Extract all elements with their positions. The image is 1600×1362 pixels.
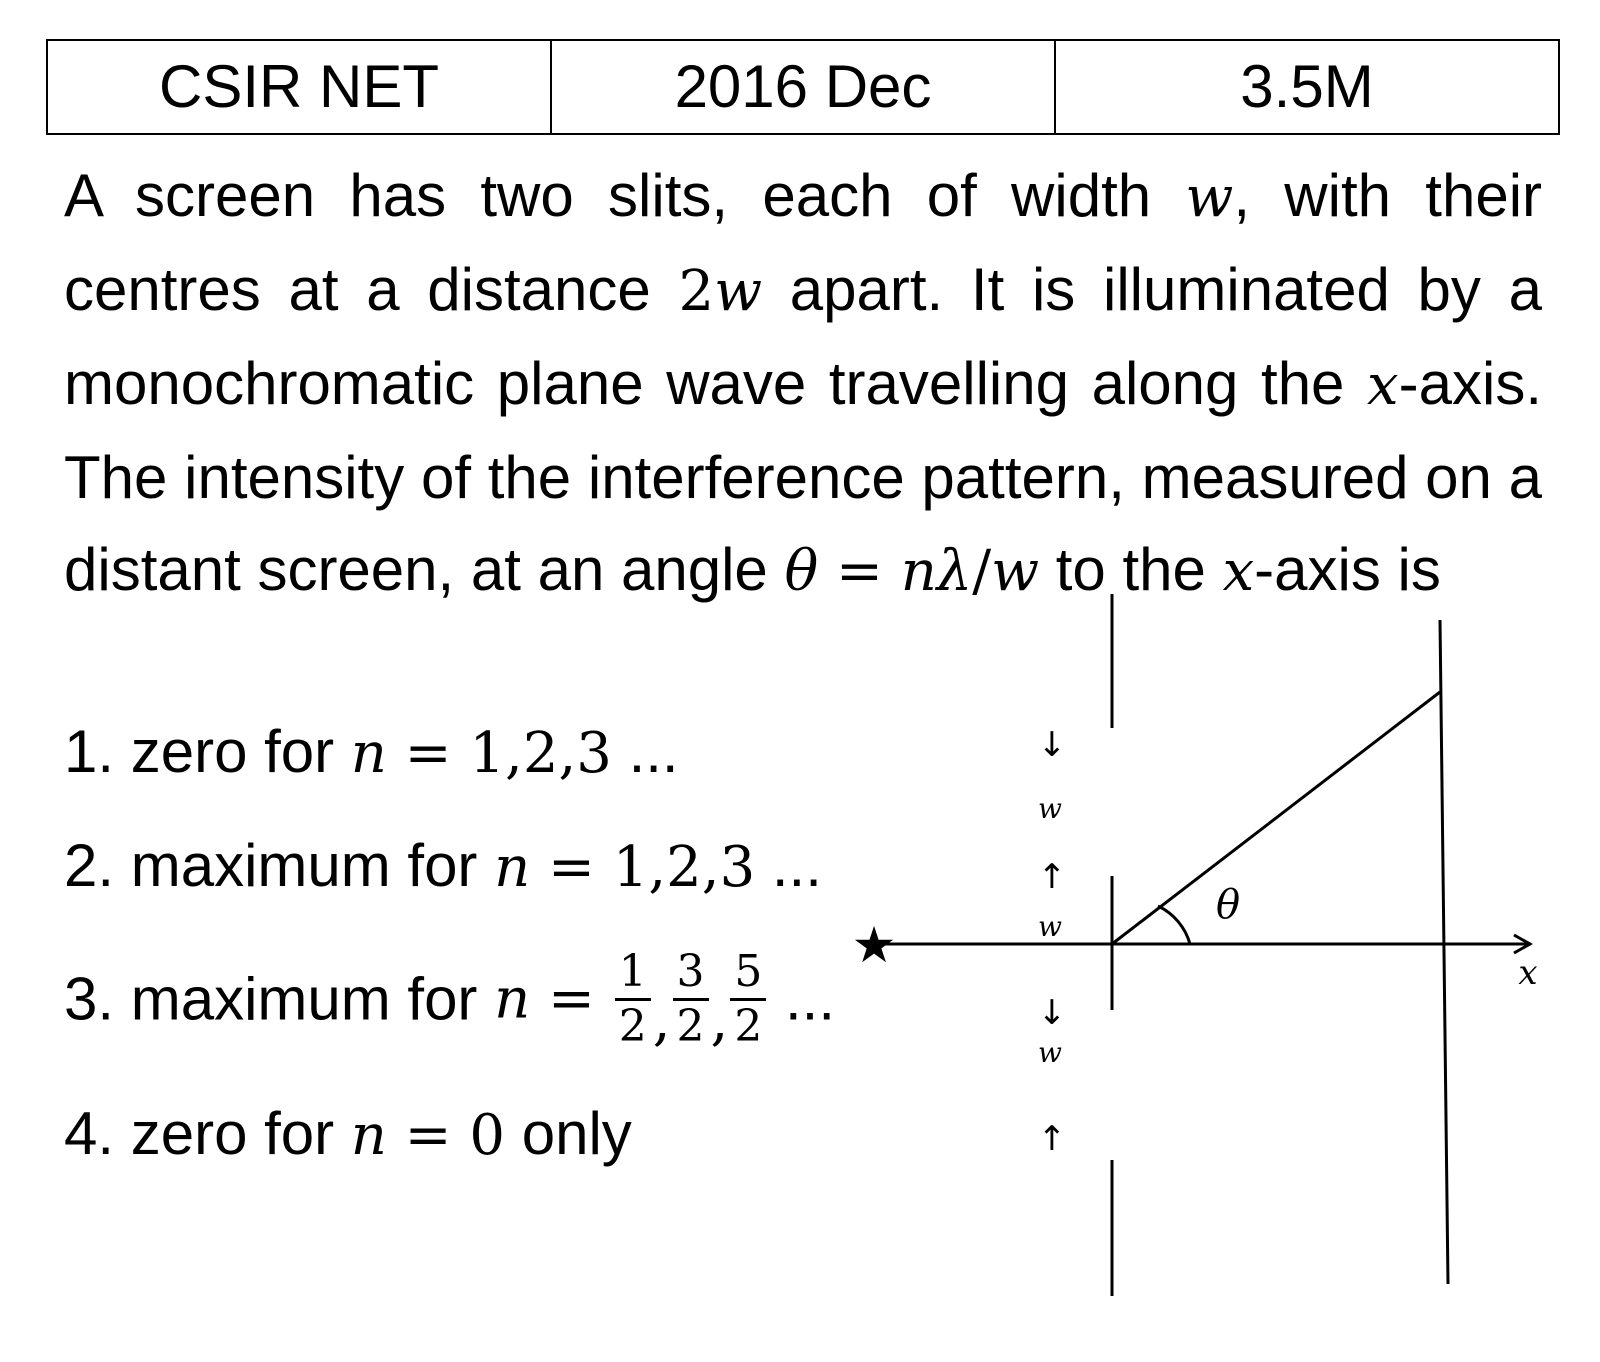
width-label-middle: w <box>1038 910 1062 943</box>
q-var-w: w <box>1185 165 1234 230</box>
option-number: 2. <box>64 832 115 899</box>
option-text: zero for <box>114 718 351 785</box>
option-text: maximum for <box>114 832 495 899</box>
arrow-down-icon: ↓ <box>1037 725 1067 765</box>
option-var-n: n <box>350 721 387 786</box>
arrow-up-icon: ↑ <box>1037 857 1067 897</box>
q-text-1: A screen has two slits, each of width <box>64 162 1186 229</box>
option-text: maximum for <box>114 965 495 1033</box>
q-text-3: apart. It is illuminated by a monochromatic plane wave travelling along the <box>64 256 1543 417</box>
option-equals: = <box>530 835 613 900</box>
width-label-top: w <box>1038 792 1062 825</box>
option-equals: = <box>386 1103 470 1168</box>
option-var-n: n <box>494 835 531 900</box>
distant-screen-line <box>1440 620 1448 1284</box>
option-values: 1,2,3 <box>469 721 612 786</box>
x-axis-label: x <box>1518 953 1538 993</box>
width-label-bottom: w <box>1038 1036 1062 1069</box>
light-source-star-icon: ★ <box>851 916 897 974</box>
q-var-x: x <box>1222 539 1255 604</box>
option-tail: ... <box>768 965 836 1033</box>
option-var-n: n <box>494 966 531 1032</box>
q-var-x: x <box>1367 353 1399 418</box>
fraction-separator: , <box>652 988 671 1053</box>
option-equals: = <box>530 966 613 1032</box>
q-var-w: w <box>991 539 1040 604</box>
option-number: 4. <box>64 1100 115 1167</box>
fraction-denominator: 2 <box>618 1001 647 1052</box>
option-number: 1. <box>64 718 115 785</box>
q-equals: = <box>818 539 901 604</box>
exam-name: CSIR NET <box>47 40 551 134</box>
q-text-2: , with their centres at a distance <box>64 162 1542 323</box>
fraction-denominator: 2 <box>676 1001 705 1052</box>
q-text-4: -axis. The intensity of the interference pattern, measured on a distant screen, at an angle <box>64 350 1542 603</box>
q-var-w: w <box>714 259 763 324</box>
option-values: 0 <box>469 1103 506 1168</box>
fraction-separator: , <box>710 988 729 1053</box>
option-var-n: n <box>350 1103 387 1168</box>
q-num-2: 2 <box>678 259 715 324</box>
option-tail: ... <box>611 718 679 785</box>
fraction-numerator: 5 <box>730 950 766 1001</box>
option-tail: only <box>505 1100 632 1167</box>
option-text: zero for <box>114 1100 351 1167</box>
fraction-denominator: 2 <box>734 1001 763 1052</box>
q-var-theta: θ <box>784 539 819 604</box>
option-values: 1,2,3 <box>612 835 756 900</box>
fraction-numerator: 1 <box>615 950 651 1001</box>
exam-session: 2016 Dec <box>551 40 1055 134</box>
question-marks: 3.5M <box>1055 40 1559 134</box>
q-var-n-lambda: nλ <box>900 539 973 604</box>
arrow-down-icon: ↓ <box>1037 993 1067 1033</box>
q-text-5: to the <box>1039 536 1223 603</box>
angle-arc <box>1158 906 1190 944</box>
option-number: 3. <box>64 965 115 1033</box>
option-equals: = <box>386 721 470 786</box>
arrow-up-icon: ↑ <box>1037 1119 1067 1159</box>
option-tail: ... <box>755 832 822 899</box>
angle-theta-label: θ <box>1215 882 1241 928</box>
q-slash: / <box>972 539 992 604</box>
q-text-6: -axis is <box>1254 536 1441 603</box>
fraction-numerator: 3 <box>673 950 709 1001</box>
